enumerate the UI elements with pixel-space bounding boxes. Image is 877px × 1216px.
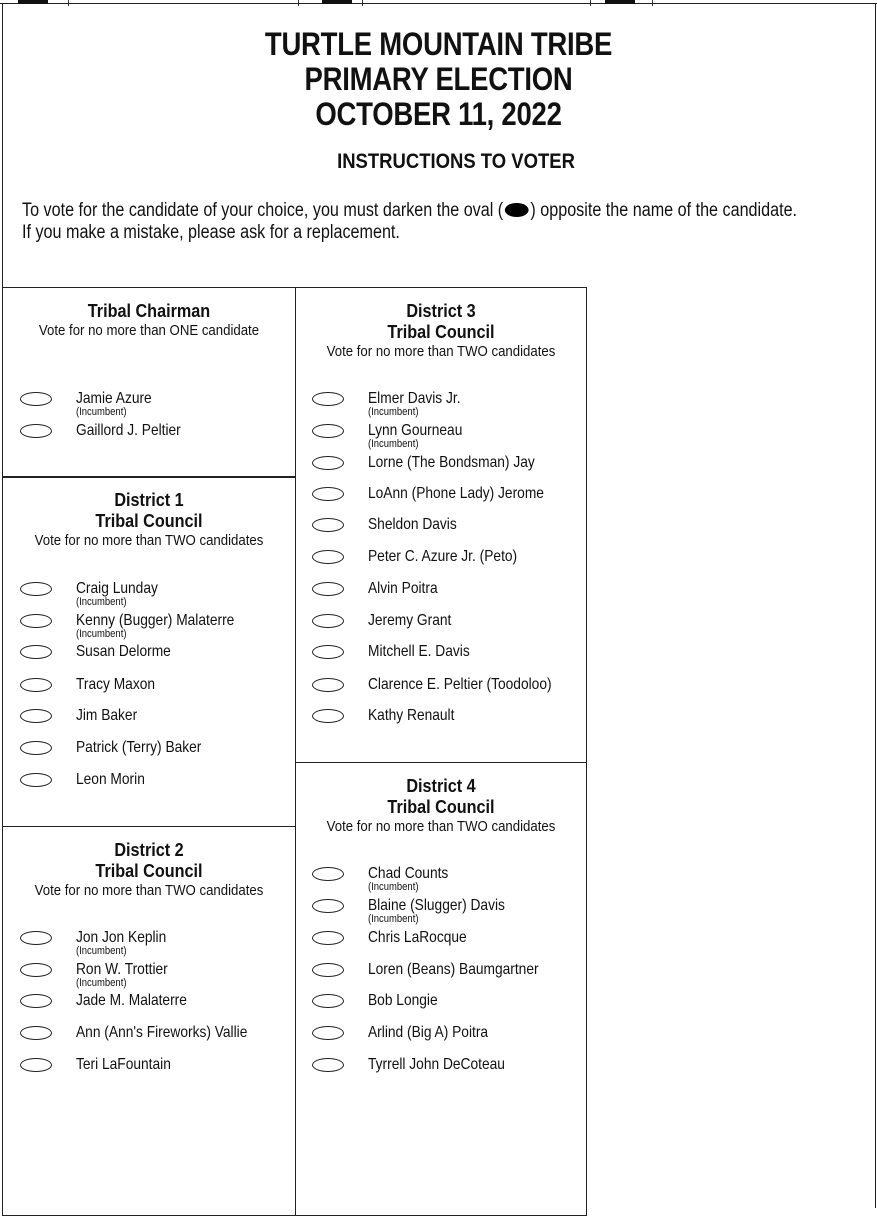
vote-limit: Vote for no more than TWO candidates <box>34 882 264 899</box>
voter-instructions <box>22 200 872 244</box>
candidate-name: Jim Baker <box>76 707 138 724</box>
vote-oval[interactable] <box>20 709 52 723</box>
vote-oval[interactable] <box>312 550 344 564</box>
vote-oval[interactable] <box>20 741 52 755</box>
incumbent-note: (Incumbent) <box>368 438 419 450</box>
contest-header-district-3 <box>296 301 586 360</box>
vote-oval[interactable] <box>312 424 344 438</box>
candidate-name: Sheldon Davis <box>368 516 457 533</box>
vote-oval[interactable] <box>20 1058 52 1072</box>
incumbent-note: (Incumbent) <box>76 945 127 957</box>
candidate-name: Jamie Azure <box>76 390 152 407</box>
vote-oval[interactable] <box>20 931 52 945</box>
contest-title: Tribal Council <box>95 511 203 531</box>
contest-header-district-1 <box>4 490 294 549</box>
vote-oval[interactable] <box>312 931 344 945</box>
candidate-name: Bob Longie <box>368 992 438 1009</box>
vote-oval[interactable] <box>20 1026 52 1040</box>
vote-limit: Vote for no more than TWO candidates <box>34 532 264 549</box>
vote-oval[interactable] <box>312 963 344 977</box>
vote-limit: Vote for no more than TWO candidates <box>326 343 556 360</box>
vote-oval[interactable] <box>312 899 344 913</box>
candidate-name: Lorne (The Bondsman) Jay <box>368 454 535 471</box>
vote-oval[interactable] <box>312 1058 344 1072</box>
contest-title: Tribal Council <box>387 322 495 342</box>
contest-header-chairman <box>4 301 294 339</box>
contest-title: Tribal Council <box>387 797 495 817</box>
candidate-name: Craig Lunday <box>76 580 158 597</box>
candidate-name: Kenny (Bugger) Malaterre <box>76 612 235 629</box>
candidate-name: Susan Delorme <box>76 643 171 660</box>
incumbent-note: (Incumbent) <box>368 406 419 418</box>
candidate-name: Ann (Ann's Fireworks) Vallie <box>76 1024 248 1041</box>
candidate-name: Leon Morin <box>76 771 145 788</box>
candidate-name: LoAnn (Phone Lady) Jerome <box>368 485 544 502</box>
contest-header-district-2 <box>4 840 294 899</box>
incumbent-note: (Incumbent) <box>76 628 127 640</box>
vote-oval[interactable] <box>312 994 344 1008</box>
vote-oval[interactable] <box>20 645 52 659</box>
incumbent-note: (Incumbent) <box>368 881 419 893</box>
candidate-name: Lynn Gourneau <box>368 422 463 439</box>
candidate-name: Clarence E. Peltier (Toodoloo) <box>368 676 552 693</box>
ballot-title-line-1: TURTLE MOUNTAIN TRIBE <box>264 26 613 62</box>
vote-oval[interactable] <box>20 392 52 406</box>
candidate-name: Ron W. Trottier <box>76 961 168 978</box>
incumbent-note: (Incumbent) <box>368 913 419 925</box>
vote-oval[interactable] <box>312 456 344 470</box>
candidate-name: Jade M. Malaterre <box>76 992 187 1009</box>
district-label: District 2 <box>114 840 184 860</box>
vote-limit: Vote for no more than TWO candidates <box>326 818 556 835</box>
candidate-name: Chris LaRocque <box>368 929 467 946</box>
candidate-name: Tracy Maxon <box>76 676 156 693</box>
vote-oval[interactable] <box>312 678 344 692</box>
vote-oval[interactable] <box>20 424 52 438</box>
candidate-name: Jon Jon Keplin <box>76 929 167 946</box>
candidate-name: Elmer Davis Jr. <box>368 390 461 407</box>
candidate-name: Tyrrell John DeCoteau <box>368 1056 505 1073</box>
vote-oval[interactable] <box>312 1026 344 1040</box>
instructions-heading: INSTRUCTIONS TO VOTER <box>337 150 575 173</box>
vote-oval[interactable] <box>312 645 344 659</box>
vote-limit: Vote for no more than ONE candidate <box>38 322 260 339</box>
vote-oval[interactable] <box>20 994 52 1008</box>
vote-oval[interactable] <box>312 518 344 532</box>
candidate-name: Gaillord J. Peltier <box>76 422 181 439</box>
vote-oval[interactable] <box>312 614 344 628</box>
candidate-name: Peter C. Azure Jr. (Peto) <box>368 548 518 565</box>
vote-oval[interactable] <box>20 773 52 787</box>
candidate-name: Patrick (Terry) Baker <box>76 739 202 756</box>
incumbent-note: (Incumbent) <box>76 977 127 989</box>
ballot-title-line-2: PRIMARY ELECTION <box>304 61 573 97</box>
candidate-name: Kathy Renault <box>368 707 455 724</box>
candidate-name: Loren (Beans) Baumgartner <box>368 961 539 978</box>
instructions-text-1a: To vote for the candidate of your choice, you must darken the oval ( <box>22 200 504 221</box>
instructions-text-1b: ) opposite the name of the candidate. <box>530 200 798 221</box>
vote-oval[interactable] <box>20 582 52 596</box>
candidate-name: Arlind (Big A) Poitra <box>368 1024 489 1041</box>
candidate-name: Jeremy Grant <box>368 612 452 629</box>
ballot-title-line-3: OCTOBER 11, 2022 <box>315 96 562 132</box>
contest-title: Tribal Council <box>95 861 203 881</box>
contest-header-district-4 <box>296 776 586 835</box>
candidate-name: Chad Counts <box>368 865 449 882</box>
candidate-name: Teri LaFountain <box>76 1056 171 1073</box>
district-label: District 4 <box>406 776 476 796</box>
vote-oval[interactable] <box>312 709 344 723</box>
vote-oval[interactable] <box>20 614 52 628</box>
candidate-name: Mitchell E. Davis <box>368 643 470 660</box>
candidate-name: Blaine (Slugger) Davis <box>368 897 505 914</box>
instructions-text-2: If you make a mistake, please ask for a replacement. <box>22 222 400 243</box>
incumbent-note: (Incumbent) <box>76 406 127 418</box>
vote-oval[interactable] <box>312 392 344 406</box>
vote-oval[interactable] <box>312 582 344 596</box>
candidate-name: Alvin Poitra <box>368 580 438 597</box>
vote-oval[interactable] <box>20 678 52 692</box>
contest-title: Tribal Chairman <box>87 301 211 321</box>
filled-oval-icon <box>505 203 529 217</box>
vote-oval[interactable] <box>20 963 52 977</box>
vote-oval[interactable] <box>312 867 344 881</box>
district-label: District 1 <box>114 490 184 510</box>
vote-oval[interactable] <box>312 487 344 501</box>
district-label: District 3 <box>406 301 476 321</box>
incumbent-note: (Incumbent) <box>76 596 127 608</box>
